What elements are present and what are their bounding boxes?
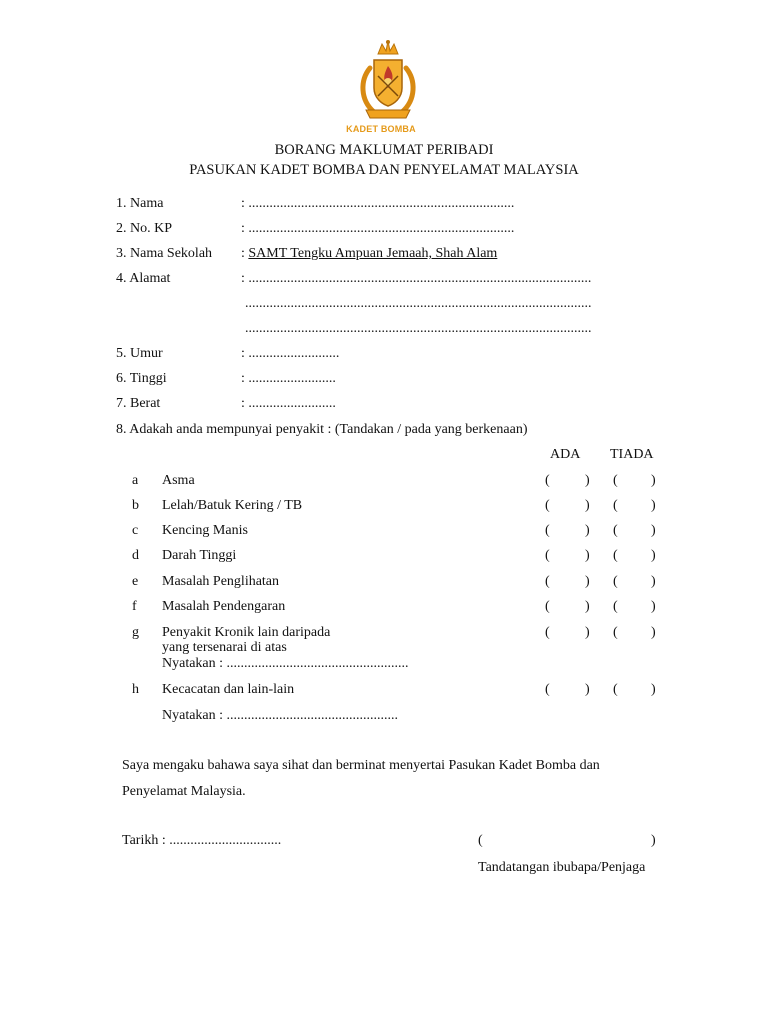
paren-open: ( [613, 523, 618, 538]
signature-caption: Tandatangan ibubapa/Penjaga [478, 860, 646, 875]
paren-close: ) [585, 498, 590, 513]
illness-letter: c [132, 523, 139, 538]
logo-caption: KADET BOMBA [346, 124, 416, 134]
field-label-no-kp: 2. No. KP [116, 221, 173, 236]
paren-close: ) [651, 498, 656, 513]
field-value-no-kp[interactable]: : ............................................................................ [241, 221, 515, 236]
field-value-nama[interactable]: : ............................................................................ [241, 196, 515, 211]
signature-box[interactable] [478, 860, 645, 876]
paren-close: ) [651, 625, 656, 640]
paren-open: ( [613, 599, 618, 614]
paren-open: ( [545, 599, 550, 614]
field-value-alamat-line3[interactable]: ................................................................................................... [245, 321, 592, 336]
field-label-alamat: 4. Alamat [116, 271, 171, 286]
paren-close: ) [651, 682, 656, 697]
paren-open: ( [545, 625, 550, 640]
illness-name: Lelah/Batuk Kering / TB [162, 498, 303, 513]
paren-open: ( [613, 574, 618, 589]
illness-letter: g [132, 625, 139, 640]
illness-letter: e [132, 574, 139, 589]
illness-question: 8. Adakah anda mempunyai penyakit : (Tandakan / pada yang berkenaan) [116, 422, 528, 437]
paren-open: ( [545, 523, 550, 538]
illness-name: Penyakit Kronik lain daripada [162, 625, 331, 640]
illness-letter: h [132, 682, 139, 697]
paren-close: ) [651, 599, 656, 614]
paren-open: ( [545, 498, 550, 513]
signature-paren-open: ( [478, 833, 483, 848]
column-header-tiada: TIADA [610, 447, 654, 462]
specify-field[interactable]: Nyatakan : .................................................... [162, 656, 409, 671]
field-value-berat[interactable]: : ......................... [241, 396, 336, 411]
paren-close: ) [585, 682, 590, 697]
illness-name: Darah Tinggi [162, 548, 237, 563]
field-value-nama-sekolah[interactable] [241, 246, 497, 262]
declaration-line-1: Saya mengaku bahawa saya sihat dan berminat menyertai Pasukan Kadet Bomba dan [122, 758, 600, 773]
illness-name: Asma [162, 473, 195, 488]
paren-open: ( [545, 682, 550, 697]
paren-close: ) [651, 523, 656, 538]
illness-letter: b [132, 498, 139, 513]
paren-close: ) [585, 574, 590, 589]
illness-name: Masalah Penglihatan [162, 574, 280, 589]
paren-close: ) [585, 548, 590, 563]
field-label-nama-sekolah: 3. Nama Sekolah [116, 246, 213, 261]
date-field[interactable]: Tarikh : ................................ [122, 833, 282, 848]
paren-close: ) [585, 599, 590, 614]
fire-cadet-crest-icon [348, 38, 428, 124]
paren-open: ( [613, 548, 618, 563]
field-label-tinggi: 6. Tinggi [116, 371, 167, 386]
field-value-alamat-line2[interactable]: ................................................................................................... [245, 296, 592, 311]
paren-close: ) [585, 473, 590, 488]
illness-letter: f [132, 599, 137, 614]
illness-name: Kencing Manis [162, 523, 248, 538]
illness-name-continued: yang tersenarai di atas [162, 640, 287, 655]
kadet-bomba-logo [348, 38, 428, 138]
specify-field[interactable]: Nyatakan : ................................................. [162, 708, 399, 723]
illness-letter: d [132, 548, 139, 563]
paren-close: ) [651, 473, 656, 488]
field-prefix: : [241, 246, 249, 261]
declaration-line-2: Penyelamat Malaysia. [122, 784, 246, 799]
paren-open: ( [613, 498, 618, 513]
illness-name: Kecacatan dan lain-lain [162, 682, 295, 697]
paren-open: ( [545, 574, 550, 589]
field-value-tinggi[interactable]: : ......................... [241, 371, 336, 386]
paren-open: ( [613, 625, 618, 640]
field-label-berat: 7. Berat [116, 396, 161, 411]
field-label-umur: 5. Umur [116, 346, 163, 361]
signature-paren-close: ) [651, 833, 656, 848]
illness-letter: a [132, 473, 139, 488]
field-value-umur[interactable]: : .......................... [241, 346, 340, 361]
field-label-nama: 1. Nama [116, 196, 164, 211]
paren-close: ) [585, 523, 590, 538]
column-header-ada: ADA [550, 447, 581, 462]
paren-open: ( [545, 548, 550, 563]
paren-close: ) [651, 548, 656, 563]
field-value-alamat[interactable]: : .................................................................................................. [241, 271, 592, 286]
illness-name: Masalah Pendengaran [162, 599, 286, 614]
paren-close: ) [585, 625, 590, 640]
form-subtitle: PASUKAN KADET BOMBA DAN PENYELAMAT MALAYSIA [189, 162, 579, 178]
form-title: BORANG MAKLUMAT PERIBADI [274, 142, 494, 158]
school-name: SAMT Tengku Ampuan Jemaah, Shah Alam [248, 246, 498, 261]
paren-open: ( [545, 473, 550, 488]
paren-open: ( [613, 473, 618, 488]
paren-close: ) [651, 574, 656, 589]
paren-open: ( [613, 682, 618, 697]
